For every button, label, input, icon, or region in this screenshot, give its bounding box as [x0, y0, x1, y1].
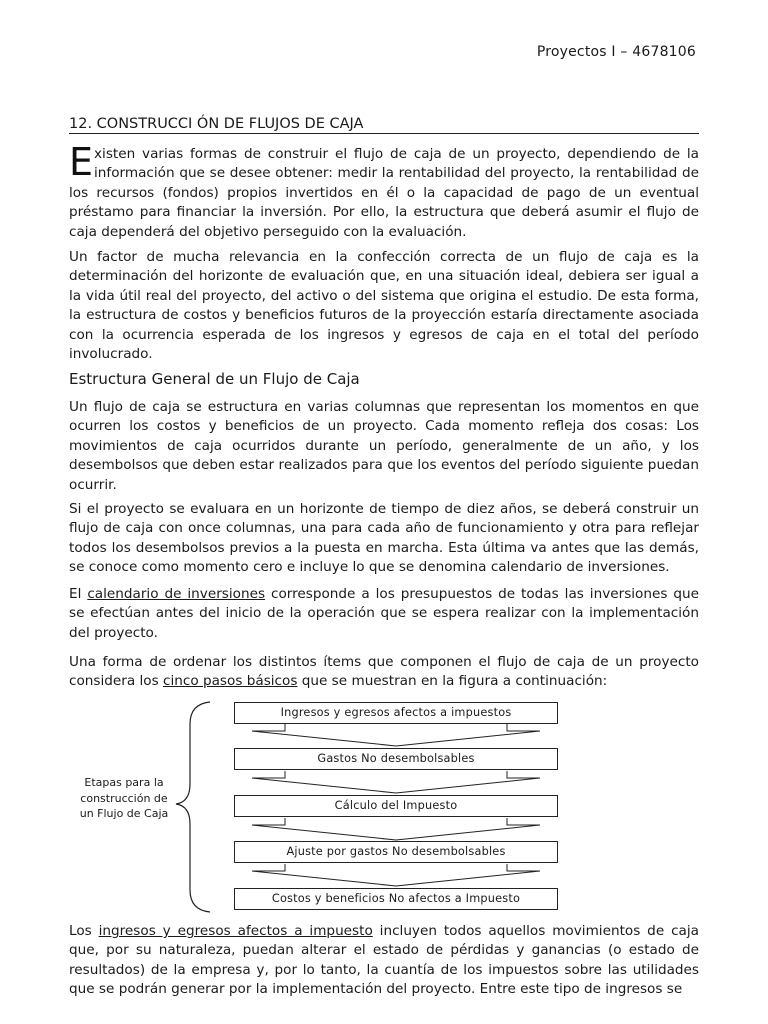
step-box-5: Costos y beneficios No afectos a Impuesto: [234, 888, 558, 910]
step-box-2: Gastos No desembolsables: [234, 748, 558, 770]
step-box-3: Cálculo del Impuesto: [234, 795, 558, 817]
section-title: 12. CONSTRUCCI ÓN DE FLUJOS DE CAJA: [69, 116, 699, 134]
ten-years-paragraph: Si el proyecto se evaluara en un horizonte de tiempo de diez años, se deberá construir un flujo de caja con once columnas, una para cada año de funcionamiento y otra para reflejar todos los desembolsos previos a la puesta en marcha. Esta última va antes que las demás, se conoce como momento cero e incluye lo que se denomina calendario de inversiones.: [69, 501, 699, 576]
para5-post: corresponde a los presupuestos de todas las inversiones que se efectúan antes del inicio de la operación que se espera realizar con la implementación del proyecto.: [69, 586, 699, 641]
arrow-3-4: [252, 818, 540, 840]
subsection-title: Estructura General de un Flujo de Caja: [69, 370, 360, 388]
intro-text: xisten varias formas de construir el flujo de caja de un proyecto, dependiendo de la información que se desee obtener: medir la rentabilidad del proyecto, la rentabilidad de los recursos (fondos) propios invertidos en él o la capacidad de pago de un eventual préstamo para financiar la inversión. Por ello, la estructura que deberá asumir el flujo de caja dependerá del objetivo perseguido con la evaluación.: [69, 146, 699, 240]
investment-calendar-term: calendario de inversiones: [87, 586, 266, 602]
para5-pre: El: [69, 586, 88, 602]
taxable-items-paragraph: [69, 922, 699, 1000]
para7-post: incluyen todos aquellos movimientos de caja que, por su naturaleza, puedan alterar el estado de pérdidas y ganancias (o estado de resultados) de la empresa y, por lo tanto, la cuantía de los impuestos sobre las utilidades que se podrán generar por la implementación del proyecto. Entre este tipo de ingresos se: [69, 923, 699, 998]
taxable-items-term: ingresos y egresos afectos a impuesto: [98, 923, 373, 939]
investment-calendar-paragraph: [69, 585, 699, 643]
para6-pre: Una forma de ordenar los distintos ítems que componen el flujo de caja de un proyecto considera los: [69, 654, 699, 690]
para6-post: que se muestran en la figura a continuación:: [297, 673, 608, 690]
five-steps-paragraph: [69, 653, 699, 692]
page-header: Proyectos I – 4678106: [536, 44, 696, 60]
drop-cap: E: [69, 140, 94, 184]
arrow-4-5: [252, 864, 540, 886]
arrow-2-3: [252, 771, 540, 793]
cash-flow-steps-diagram: [60, 698, 700, 918]
step-box-4: Ajuste por gastos No desembolsables: [234, 841, 558, 863]
diagram-side-label: Etapas para la construcción de un Flujo de Caja: [79, 776, 169, 820]
horizon-paragraph: Un factor de mucha relevancia en la confección correcta de un flujo de caja es la determinación del horizonte de evaluación que, en una situación ideal, debiera ser igual a la vida útil real del proyecto, del activo o del sistema que origina el estudio. De esta forma, la estructura de costos y beneficios futuros de la proyección estaría directamente asociada con la ocurrencia esperada de los ingresos y egresos de caja en el total del período involucrado.: [69, 249, 699, 363]
arrow-1-2: [252, 724, 540, 746]
left-curly-brace: [176, 702, 210, 912]
structure-paragraph: Un flujo de caja se estructura en varias columnas que representan los momentos en que ocurren los costos y beneficios de un proyecto. Cada momento refleja dos cosas: Los movimientos de caja ocurridos durante un período, generalmente de un año, y los desembolsos que deben estar realizados para que los eventos del período siguiente puedan ocurrir.: [69, 399, 699, 493]
five-steps-term: cinco pasos básicos: [163, 673, 298, 690]
step-box-1: Ingresos y egresos afectos a impuestos: [234, 702, 558, 724]
intro-paragraph: [69, 140, 699, 242]
para7-pre: Los: [69, 923, 99, 939]
